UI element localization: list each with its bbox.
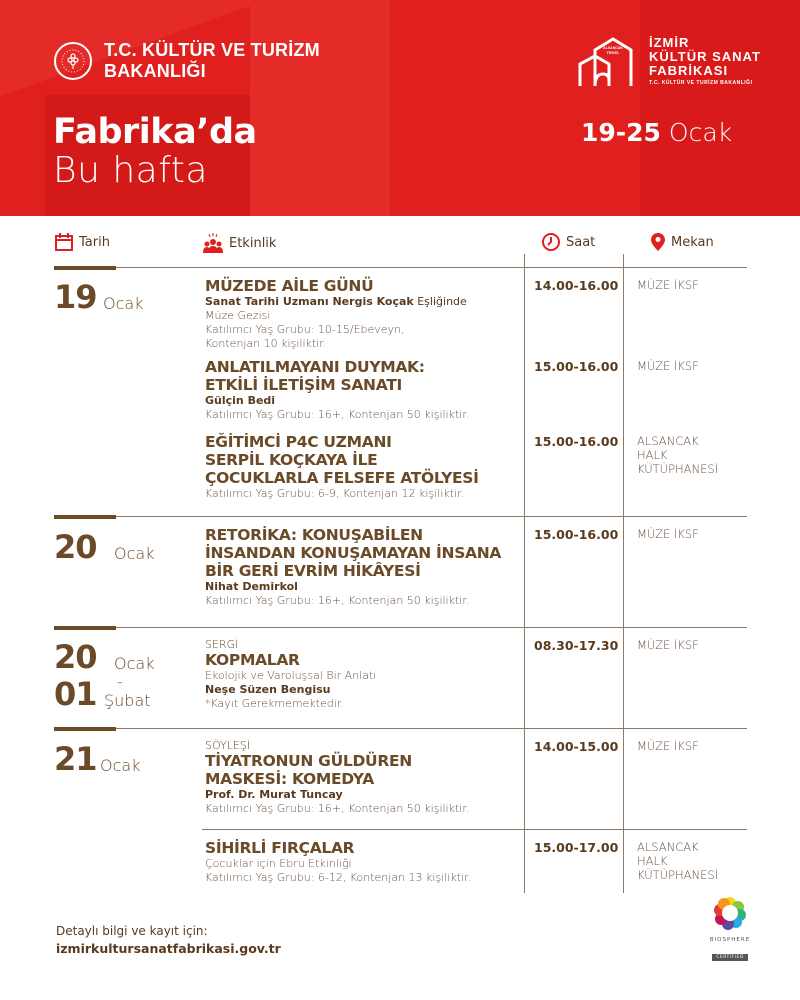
info-label: Detaylı bilgi ve kayıt için: <box>56 924 208 938</box>
event-item <box>205 358 525 422</box>
decorative-shape <box>640 0 800 216</box>
day-month: Ocak <box>103 294 144 313</box>
event-item <box>205 277 525 351</box>
day-number: 19 <box>54 278 97 316</box>
column-header-event <box>202 232 276 254</box>
event-place: ALSANCAK HALK KÜTÜPHANESİ <box>637 434 719 476</box>
ministry-name-line1: T.C. KÜLTÜR VE TURİZM <box>104 40 320 60</box>
event-title: MÜZEDE AİLE GÜNÜ <box>205 277 374 295</box>
ministry-seal-icon <box>54 42 92 80</box>
event-place: MÜZE İKSF <box>637 638 699 652</box>
event-title: BİR GERİ EVRİM HİKÂYESİ <box>205 562 421 580</box>
row-divider <box>202 829 747 830</box>
event-time: 15.00-16.00 <box>534 359 619 374</box>
website-link[interactable]: izmirkultursanatfabrikasi.gov.tr <box>56 941 281 956</box>
row-divider <box>116 728 747 729</box>
day-number: 20 <box>54 528 97 566</box>
week-date-range <box>581 118 732 147</box>
day-month: Ocak <box>114 544 155 563</box>
event-place: MÜZE İKSF <box>637 278 699 292</box>
certified-ribbon: CERTIFIED <box>712 954 748 961</box>
event-title: ÇOCUKLARLA FELSEFE ATÖLYESİ <box>205 469 479 487</box>
event-place: MÜZE İKSF <box>637 359 699 373</box>
event-type: SÖYLEŞİ <box>205 739 251 752</box>
event-time: 15.00-16.00 <box>534 527 619 542</box>
event-presenter: Sanat Tarihi Uzmanı Nergis Koçak Eşliğinde <box>205 295 467 308</box>
event-item <box>205 526 525 608</box>
event-description: Müze Gezisi <box>205 309 271 322</box>
event-title: KOPMALAR <box>205 651 300 669</box>
event-time: 15.00-16.00 <box>534 434 619 449</box>
date-range-month: Ocak <box>668 118 733 147</box>
iksf-logo <box>577 36 761 88</box>
decorative-shape <box>250 0 390 216</box>
event-item <box>205 638 525 711</box>
column-label-date: Tarih <box>79 234 110 250</box>
event-note: Katılımcı Yaş Grubu: 16+, Kontenjan 50 kişiliktir. <box>205 408 470 421</box>
day-month-start: Ocak <box>114 654 155 673</box>
page-subtitle: Bu hafta <box>53 150 208 191</box>
event-subtitle: Ekolojik ve Varoluşsal Bir Anlatı <box>205 669 377 682</box>
event-presenter: Nihat Demirkol <box>205 580 298 593</box>
event-subtitle: Çocuklar için Ebru Etkinliği <box>205 857 352 870</box>
event-item <box>205 739 525 816</box>
column-label-place: Mekan <box>671 234 714 250</box>
row-divider <box>116 267 747 268</box>
date-accent-bar <box>54 515 116 519</box>
event-note: Kontenjan 10 kişiliktir. <box>205 337 327 350</box>
event-note: Katılımcı Yaş Grubu: 16+, Kontenjan 50 kişiliktir. <box>205 594 470 607</box>
event-title: İNSANDAN KONUŞAMAYAN İNSANA <box>205 544 502 562</box>
event-title: ANLATILMAYANI DUYMAK: <box>205 358 425 376</box>
iksf-name-line2: KÜLTÜR SANAT <box>649 49 761 64</box>
row-divider <box>116 627 747 628</box>
event-item <box>205 839 525 885</box>
calendar-icon <box>54 232 74 252</box>
day-month: Ocak <box>100 756 141 775</box>
column-divider <box>623 254 624 893</box>
date-accent-bar <box>54 266 116 270</box>
biosphere-flower-icon <box>712 895 748 931</box>
event-time: 14.00-16.00 <box>534 278 619 293</box>
date-range-separator: - <box>117 672 123 691</box>
column-header-place <box>650 232 714 252</box>
column-header-date <box>54 232 110 252</box>
event-presenter: Gülçin Bedi <box>205 394 276 407</box>
biosphere-badge <box>702 895 758 962</box>
event-title: EĞİTİMCİ P4C UZMANI <box>205 433 392 451</box>
event-place: ALSANCAK HALK KÜTÜPHANESİ <box>637 840 719 882</box>
people-icon <box>202 232 224 254</box>
iksf-name-line1: İZMİR <box>649 35 690 50</box>
ministry-name-line2: BAKANLIĞI <box>104 61 206 81</box>
event-title: TİYATRONUN GÜLDÜREN <box>205 752 412 770</box>
date-range-days: 19-25 <box>581 118 661 147</box>
event-note: Katılımcı Yaş Grubu: 6-9, Kontenjan 12 kişiliktir. <box>205 487 465 500</box>
event-type: SERGİ <box>205 638 239 651</box>
date-accent-bar <box>54 727 116 731</box>
event-time: 08.30-17.30 <box>534 638 619 653</box>
event-note: *Kayıt Gerekmemektedir. <box>205 697 344 710</box>
event-place: MÜZE İKSF <box>637 739 699 753</box>
location-pin-icon <box>650 232 666 252</box>
day-number-start: 20 <box>54 638 97 676</box>
event-time: 14.00-15.00 <box>534 739 619 754</box>
event-note: Katılımcı Yaş Grubu: 16+, Kontenjan 50 kişiliktir. <box>205 802 470 815</box>
event-place: MÜZE İKSF <box>637 527 699 541</box>
event-title: ETKİLİ İLETİŞİM SANATI <box>205 376 402 394</box>
iksf-name-line3: FABRİKASI <box>649 63 729 78</box>
event-presenter: Neşe Süzen Bengisu <box>205 683 331 696</box>
event-title: SİHİRLİ FIRÇALAR <box>205 839 355 857</box>
row-divider <box>116 516 747 517</box>
page-title: Fabrika’da <box>53 112 257 152</box>
svg-text:ALSANCAK: ALSANCAK <box>603 46 623 50</box>
event-time: 15.00-17.00 <box>534 840 619 855</box>
event-title: RETORİKA: KONUŞABİLEN <box>205 526 423 544</box>
day-month-end: Şubat <box>104 691 151 710</box>
column-header-time <box>541 232 595 252</box>
column-label-time: Saat <box>566 234 596 250</box>
clock-icon <box>541 232 561 252</box>
factory-building-icon <box>577 36 635 88</box>
event-title: SERPİL KOÇKAYA İLE <box>205 451 378 469</box>
date-accent-bar <box>54 626 116 630</box>
biosphere-label: BIOSPHERE <box>709 937 751 943</box>
svg-text:TEKEL: TEKEL <box>606 50 620 55</box>
ministry-logo <box>54 40 320 82</box>
day-number: 21 <box>54 740 97 778</box>
event-title: MASKESİ: KOMEDYA <box>205 770 374 788</box>
column-label-event: Etkinlik <box>229 235 277 251</box>
event-item <box>205 433 525 501</box>
event-note: Katılımcı Yaş Grubu: 10-15/Ebeveyn, <box>205 323 405 336</box>
event-presenter: Prof. Dr. Murat Tuncay <box>205 788 343 801</box>
header-banner <box>0 0 800 216</box>
iksf-subtitle: T.C. KÜLTÜR VE TURİZM BAKANLIĞI <box>649 80 753 86</box>
day-number-end: 01 <box>54 675 97 713</box>
event-note: Katılımcı Yaş Grubu: 6-12, Kontenjan 13 kişiliktir. <box>205 871 472 884</box>
